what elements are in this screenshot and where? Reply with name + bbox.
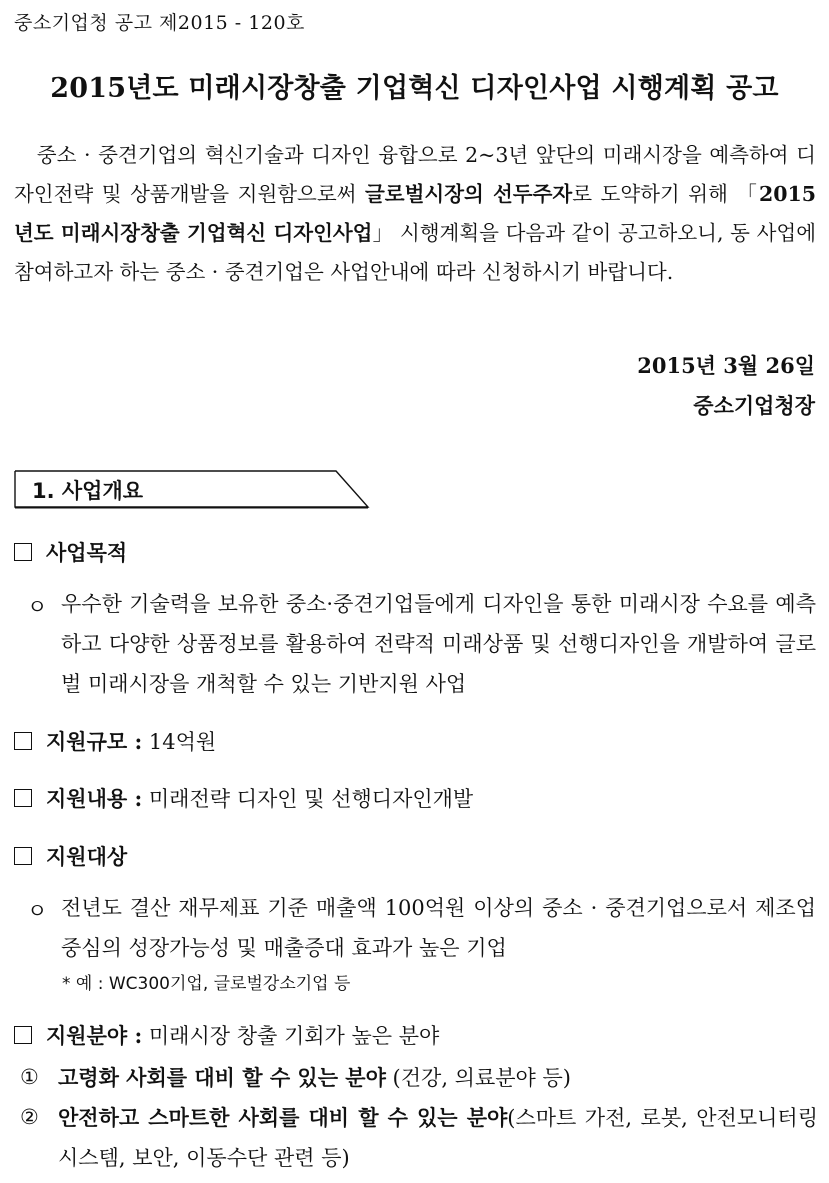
content-head: 지원내용 :	[46, 786, 143, 811]
intro-bold-1: 글로벌시장의 선두주자	[365, 182, 573, 206]
content-item	[14, 783, 473, 813]
purpose-head: 사업목적	[46, 540, 128, 565]
field-value: 미래시장 창출 기회가 높은 분야	[142, 1024, 440, 1048]
purpose-text: 우수한 기술력을 보유한 중소·중견기업들에게 디자인을 통한 미래시장 수요를 예측하고 다양한 상품정보를 활용하여 전략적 미래상품 및 선행디자인을 개발하여 글로벌 미래시장을 개척할 수 있는 기반지원 사업	[61, 592, 816, 696]
field-item-1-bold: 고령화 사회를 대비 할 수 있는 분야	[58, 1065, 386, 1090]
document-title: 2015년도 미래시장창출 기업혁신 디자인사업 시행계획 공고	[50, 73, 779, 104]
circle-bullet-icon: ㅇ	[27, 899, 48, 923]
checkbox-square-icon	[14, 789, 32, 807]
purpose-heading	[14, 537, 127, 567]
target-text: 전년도 결산 재무제표 기준 매출액 100억원 이상의 중소 · 중견기업으로서 제조업 중심의 성장가능성 및 매출증대 효과가 높은 기업	[61, 896, 816, 960]
checkbox-square-icon	[14, 732, 32, 750]
section-heading	[14, 470, 369, 508]
issuer: 중소기업청장	[693, 393, 815, 418]
scale-head: 지원규모 :	[46, 729, 143, 754]
scale-item	[14, 726, 216, 756]
circled-one-icon: ①	[20, 1065, 39, 1089]
announcement-date: 2015년 3월 26일	[637, 353, 815, 378]
field-item	[14, 1020, 439, 1050]
circled-two-icon: ②	[20, 1105, 39, 1129]
checkbox-square-icon	[14, 847, 32, 865]
target-heading	[14, 841, 127, 871]
scale-value: 14억원	[142, 730, 217, 754]
checkbox-square-icon	[14, 1026, 32, 1044]
intro-bold-2: 2015년도 미래시장창출 기업혁신 디자인사업	[14, 182, 816, 245]
notice-number: 중소기업청 공고 제2015 - 120호	[14, 12, 305, 34]
field-item-2-bold: 안전하고 스마트한 사회를 대비 할 수 있는 분야	[58, 1105, 508, 1130]
intro-text-2: 로 도약하기 위해 「	[572, 182, 759, 206]
field-item-1-rest: (건강, 의료분야 등)	[385, 1066, 571, 1090]
field-item-2-rest: (스마트 가전, 로봇, 안전모니터링 시스템, 보안, 이동수단 관련 등)	[58, 1106, 818, 1170]
intro-text-1: 중소 · 중견기업의 혁신기술과 디자인 융합으로 2~3년 앞단의 미래시장을 예측하여 디자인전략 및 상품개발을 지원함으로써	[14, 143, 816, 206]
section-heading-label: 1. 사업개요	[32, 479, 144, 503]
intro-paragraph	[14, 136, 816, 292]
date-block	[637, 346, 815, 426]
field-head: 지원분야 :	[46, 1023, 143, 1048]
checkbox-square-icon	[14, 543, 32, 561]
content-value: 미래전략 디자인 및 선행디자인개발	[142, 787, 474, 811]
intro-text-3: 」 시행계획을 다음과 같이 공고하오니, 동 사업에 참여하고자 하는 중소 · 중견기업은 사업안내에 따라 신청하시기 바랍니다.	[14, 221, 817, 284]
circle-bullet-icon: ㅇ	[27, 595, 48, 619]
target-head: 지원대상	[46, 844, 128, 869]
target-note: * 예 : WC300기업, 글로벌강소기업 등	[62, 974, 351, 994]
